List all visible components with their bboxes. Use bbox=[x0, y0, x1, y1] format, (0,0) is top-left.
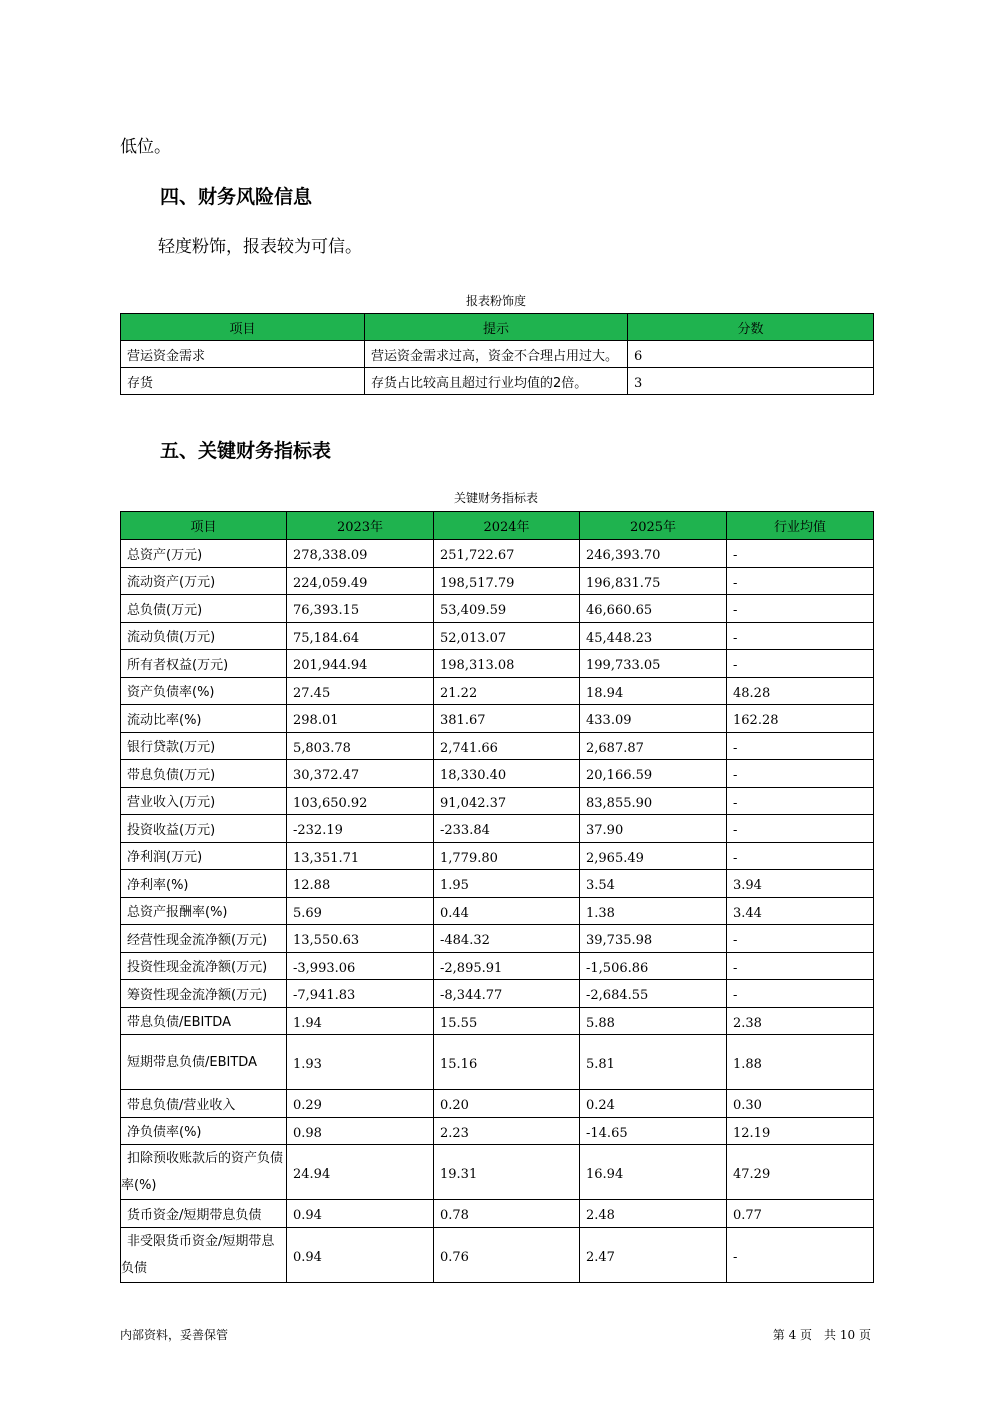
key-cell-2023: 76,393.15 bbox=[287, 595, 434, 623]
table-row bbox=[121, 897, 874, 925]
key-cell-2024: 1,779.80 bbox=[434, 842, 580, 870]
table-row bbox=[121, 540, 874, 568]
key-cell-industry-avg: - bbox=[727, 732, 874, 760]
table-row bbox=[121, 925, 874, 953]
key-cell-2024: 0.44 bbox=[434, 897, 580, 925]
page-total: 10 bbox=[839, 1328, 856, 1342]
key-cell-industry-avg: - bbox=[727, 787, 874, 815]
key-cell-2023: 1.93 bbox=[287, 1035, 434, 1090]
intro-tail-text: 低位。 bbox=[120, 137, 171, 157]
table-row bbox=[121, 980, 874, 1008]
table-row bbox=[121, 870, 874, 898]
key-cell-2025: 246,393.70 bbox=[580, 540, 727, 568]
key-cell-2024: 0.76 bbox=[434, 1227, 580, 1282]
key-cell-2025: 199,733.05 bbox=[580, 650, 727, 678]
key-cell-2025: 83,855.90 bbox=[580, 787, 727, 815]
risk-table bbox=[120, 313, 874, 395]
key-cell-2025: 46,660.65 bbox=[580, 595, 727, 623]
key-cell-item: 短期带息负债/EBITDA bbox=[121, 1035, 287, 1090]
key-cell-2025: 16.94 bbox=[580, 1145, 727, 1200]
table-row bbox=[121, 1145, 874, 1200]
key-cell-2023: 13,550.63 bbox=[287, 925, 434, 953]
table-row bbox=[121, 815, 874, 843]
key-cell-2023: 30,372.47 bbox=[287, 760, 434, 788]
table-row bbox=[121, 1200, 874, 1228]
key-cell-2025: 3.54 bbox=[580, 870, 727, 898]
key-cell-item: 总资产(万元) bbox=[121, 540, 287, 568]
key-cell-2023: 1.94 bbox=[287, 1007, 434, 1035]
page-prefix: 第 bbox=[772, 1328, 785, 1342]
key-cell-industry-avg: 47.29 bbox=[727, 1145, 874, 1200]
key-cell-2024: -2,895.91 bbox=[434, 952, 580, 980]
section4-summary: 轻度粉饰，报表较为可信。 bbox=[158, 237, 362, 257]
key-header-2023: 2023年 bbox=[287, 512, 434, 540]
key-cell-2025: 18.94 bbox=[580, 677, 727, 705]
table-row bbox=[121, 787, 874, 815]
key-cell-2023: 5,803.78 bbox=[287, 732, 434, 760]
risk-header-item: 项目 bbox=[121, 314, 365, 341]
key-cell-2025: 2,965.49 bbox=[580, 842, 727, 870]
key-cell-2024: 18,330.40 bbox=[434, 760, 580, 788]
risk-table-row bbox=[121, 368, 874, 395]
table-row bbox=[121, 842, 874, 870]
table-row bbox=[121, 1007, 874, 1035]
key-cell-2025: 1.38 bbox=[580, 897, 727, 925]
key-header-2025: 2025年 bbox=[580, 512, 727, 540]
key-cell-industry-avg: - bbox=[727, 1227, 874, 1282]
risk-cell-item: 存货 bbox=[121, 368, 365, 395]
key-cell-2024: 198,313.08 bbox=[434, 650, 580, 678]
key-cell-2023: 24.94 bbox=[287, 1145, 434, 1200]
key-cell-item: 流动资产(万元) bbox=[121, 567, 287, 595]
key-cell-industry-avg: 162.28 bbox=[727, 705, 874, 733]
key-cell-industry-avg: - bbox=[727, 650, 874, 678]
table-row bbox=[121, 1035, 874, 1090]
key-cell-2023: 12.88 bbox=[287, 870, 434, 898]
key-cell-item: 流动比率(%) bbox=[121, 705, 287, 733]
key-cell-item: 经营性现金流净额(万元) bbox=[121, 925, 287, 953]
key-cell-2024: 381.67 bbox=[434, 705, 580, 733]
key-cell-2025: 45,448.23 bbox=[580, 622, 727, 650]
key-cell-2024: -8,344.77 bbox=[434, 980, 580, 1008]
risk-table-caption: 报表粉饰度 bbox=[465, 294, 526, 308]
key-cell-industry-avg: 3.44 bbox=[727, 897, 874, 925]
key-cell-2025: -2,684.55 bbox=[580, 980, 727, 1008]
key-cell-industry-avg: - bbox=[727, 622, 874, 650]
table-row bbox=[121, 760, 874, 788]
key-cell-2024: -233.84 bbox=[434, 815, 580, 843]
key-cell-2024: 1.95 bbox=[434, 870, 580, 898]
key-cell-item: 带息负债/EBITDA bbox=[121, 1007, 287, 1035]
key-cell-2024: 53,409.59 bbox=[434, 595, 580, 623]
table-row bbox=[121, 1227, 874, 1282]
key-cell-2025: 2,687.87 bbox=[580, 732, 727, 760]
page-current: 4 bbox=[788, 1328, 797, 1342]
key-cell-industry-avg: - bbox=[727, 842, 874, 870]
key-cell-2025: 0.24 bbox=[580, 1090, 727, 1118]
key-cell-item: 扣除预收账款后的资产负债率(%) bbox=[121, 1145, 287, 1200]
footer-page-number bbox=[773, 1326, 871, 1343]
key-cell-item: 资产负债率(%) bbox=[121, 677, 287, 705]
key-cell-2023: 201,944.94 bbox=[287, 650, 434, 678]
key-cell-industry-avg: 1.88 bbox=[727, 1035, 874, 1090]
key-cell-industry-avg: - bbox=[727, 540, 874, 568]
key-cell-industry-avg: 2.38 bbox=[727, 1007, 874, 1035]
key-cell-2023: 0.94 bbox=[287, 1200, 434, 1228]
key-cell-2023: 298.01 bbox=[287, 705, 434, 733]
key-cell-industry-avg: - bbox=[727, 595, 874, 623]
risk-cell-hint: 营运资金需求过高，资金不合理占用过大。 bbox=[365, 341, 628, 368]
table-row bbox=[121, 732, 874, 760]
risk-cell-item: 营运资金需求 bbox=[121, 341, 365, 368]
key-cell-2025: -14.65 bbox=[580, 1117, 727, 1145]
key-cell-industry-avg: - bbox=[727, 815, 874, 843]
key-cell-item: 投资收益(万元) bbox=[121, 815, 287, 843]
key-cell-industry-avg: - bbox=[727, 760, 874, 788]
key-cell-2025: 37.90 bbox=[580, 815, 727, 843]
key-cell-2023: 0.94 bbox=[287, 1227, 434, 1282]
key-cell-2024: -484.32 bbox=[434, 925, 580, 953]
key-indicator-table-caption: 关键财务指标表 bbox=[453, 491, 538, 505]
key-cell-2025: 39,735.98 bbox=[580, 925, 727, 953]
key-cell-item: 银行贷款(万元) bbox=[121, 732, 287, 760]
key-cell-2023: 0.29 bbox=[287, 1090, 434, 1118]
key-cell-2024: 198,517.79 bbox=[434, 567, 580, 595]
key-cell-2023: 5.69 bbox=[287, 897, 434, 925]
risk-table-row bbox=[121, 341, 874, 368]
key-cell-item: 营业收入(万元) bbox=[121, 787, 287, 815]
key-cell-industry-avg: 12.19 bbox=[727, 1117, 874, 1145]
risk-cell-hint: 存货占比较高且超过行业均值的2倍。 bbox=[365, 368, 628, 395]
section5-heading: 五、关键财务指标表 bbox=[160, 440, 332, 462]
key-cell-industry-avg: 0.77 bbox=[727, 1200, 874, 1228]
key-cell-2024: 15.16 bbox=[434, 1035, 580, 1090]
key-cell-item: 货币资金/短期带息负债 bbox=[121, 1200, 287, 1228]
key-header-2024: 2024年 bbox=[434, 512, 580, 540]
key-header-industry-avg: 行业均值 bbox=[727, 512, 874, 540]
key-cell-item: 带息负债(万元) bbox=[121, 760, 287, 788]
risk-header-hint: 提示 bbox=[365, 314, 628, 341]
key-cell-2024: 2.23 bbox=[434, 1117, 580, 1145]
key-cell-item: 所有者权益(万元) bbox=[121, 650, 287, 678]
key-cell-2025: 433.09 bbox=[580, 705, 727, 733]
key-cell-item: 总资产报酬率(%) bbox=[121, 897, 287, 925]
key-cell-2023: 75,184.64 bbox=[287, 622, 434, 650]
key-cell-2025: 196,831.75 bbox=[580, 567, 727, 595]
key-cell-item: 非受限货币资金/短期带息负债 bbox=[121, 1227, 287, 1282]
key-cell-2023: 0.98 bbox=[287, 1117, 434, 1145]
key-cell-2024: 19.31 bbox=[434, 1145, 580, 1200]
page-mid: 页 共 bbox=[800, 1328, 837, 1342]
table-row bbox=[121, 650, 874, 678]
table-row bbox=[121, 567, 874, 595]
risk-cell-score: 6 bbox=[628, 341, 874, 368]
key-cell-2023: -3,993.06 bbox=[287, 952, 434, 980]
key-cell-2023: 278,338.09 bbox=[287, 540, 434, 568]
key-cell-2024: 0.78 bbox=[434, 1200, 580, 1228]
key-cell-2025: 2.47 bbox=[580, 1227, 727, 1282]
table-row bbox=[121, 705, 874, 733]
table-row bbox=[121, 595, 874, 623]
key-header-item: 项目 bbox=[121, 512, 287, 540]
key-cell-item: 净利润(万元) bbox=[121, 842, 287, 870]
key-cell-item: 流动负债(万元) bbox=[121, 622, 287, 650]
key-cell-item: 净负债率(%) bbox=[121, 1117, 287, 1145]
table-row bbox=[121, 952, 874, 980]
key-cell-2023: 224,059.49 bbox=[287, 567, 434, 595]
section4-heading: 四、财务风险信息 bbox=[160, 186, 313, 208]
key-cell-2023: 103,650.92 bbox=[287, 787, 434, 815]
risk-cell-score: 3 bbox=[628, 368, 874, 395]
key-cell-item: 筹资性现金流净额(万元) bbox=[121, 980, 287, 1008]
table-row bbox=[121, 1090, 874, 1118]
key-cell-2024: 21.22 bbox=[434, 677, 580, 705]
key-cell-industry-avg: 3.94 bbox=[727, 870, 874, 898]
key-cell-2024: 91,042.37 bbox=[434, 787, 580, 815]
key-cell-2024: 0.20 bbox=[434, 1090, 580, 1118]
key-cell-2025: 5.88 bbox=[580, 1007, 727, 1035]
key-cell-item: 净利率(%) bbox=[121, 870, 287, 898]
key-cell-industry-avg: - bbox=[727, 567, 874, 595]
key-cell-2024: 251,722.67 bbox=[434, 540, 580, 568]
key-cell-industry-avg: 48.28 bbox=[727, 677, 874, 705]
key-cell-2025: 5.81 bbox=[580, 1035, 727, 1090]
page-suffix: 页 bbox=[858, 1328, 871, 1342]
key-cell-industry-avg: 0.30 bbox=[727, 1090, 874, 1118]
key-cell-2023: 13,351.71 bbox=[287, 842, 434, 870]
risk-table-header-row bbox=[121, 314, 874, 341]
key-cell-2025: 20,166.59 bbox=[580, 760, 727, 788]
key-cell-item: 带息负债/营业收入 bbox=[121, 1090, 287, 1118]
risk-header-score: 分数 bbox=[628, 314, 874, 341]
key-cell-2024: 15.55 bbox=[434, 1007, 580, 1035]
key-cell-industry-avg: - bbox=[727, 925, 874, 953]
key-cell-2023: -7,941.83 bbox=[287, 980, 434, 1008]
key-cell-item: 总负债(万元) bbox=[121, 595, 287, 623]
table-row bbox=[121, 1117, 874, 1145]
table-row bbox=[121, 677, 874, 705]
key-table-header-row bbox=[121, 512, 874, 540]
table-row bbox=[121, 622, 874, 650]
key-cell-2024: 52,013.07 bbox=[434, 622, 580, 650]
key-cell-2023: -232.19 bbox=[287, 815, 434, 843]
key-cell-2025: -1,506.86 bbox=[580, 952, 727, 980]
key-indicator-table bbox=[120, 511, 874, 1283]
footer-confidential-note: 内部资料，妥善保管 bbox=[120, 1328, 229, 1342]
key-cell-industry-avg: - bbox=[727, 952, 874, 980]
key-cell-2023: 27.45 bbox=[287, 677, 434, 705]
key-cell-item: 投资性现金流净额(万元) bbox=[121, 952, 287, 980]
key-cell-industry-avg: - bbox=[727, 980, 874, 1008]
key-cell-2024: 2,741.66 bbox=[434, 732, 580, 760]
key-cell-2025: 2.48 bbox=[580, 1200, 727, 1228]
